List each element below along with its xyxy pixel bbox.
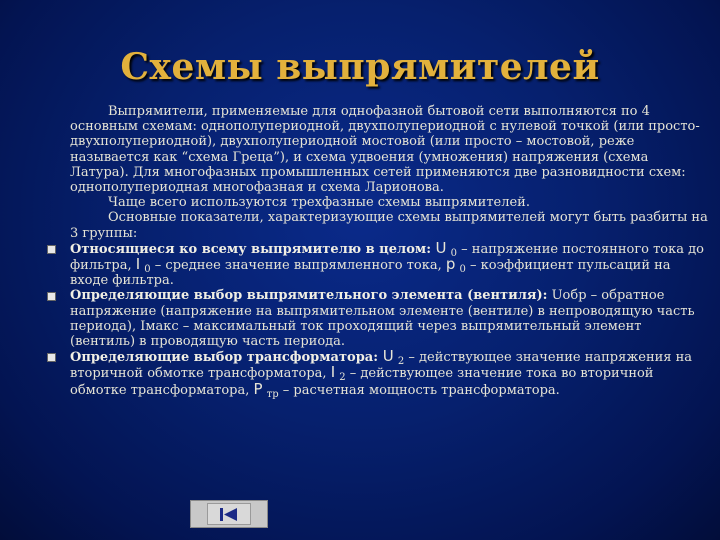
navigation-bar — [190, 500, 268, 528]
bullet-square-icon — [47, 292, 56, 301]
bullet-transformer: Определяющие выбор трансформатора: U $_2$ – действующее значение напряжения на вторичной обмотке трансформатора, I $_2$ – действующее значение тока во вторичной обмотке трансформатора, P $_{тр}$ – расчетная мощность трансформатора. — [70, 349, 710, 398]
paragraph-indicators: Основные показатели, характеризующие схемы выпрямителей могут быть разбиты на 3 группы: — [70, 210, 708, 241]
intro-paragraph: Выпрямители, применяемые для однофазной бытовой сети выполняются по 4 основным схемам: однополупериодной, двухполупериодной с нулевой точкой (или просто-двухполупериодной), двухполупериодной мостовой (или просто – мостовой, реже называется как “схема Греца”), и схема удвоения (умножения) напряжения (схема Латура). Для многофазных промышленных сетей применяются две разновидности схем: однополупериодная многофазная и схема Ларионова. — [70, 104, 700, 196]
bullet-rectifier-element: Определяющие выбор выпрямительного элемента (вентиля): Uобр – обратное напряжение (напряжение на выпрямительном элементе (вентиле) в непроводящую часть периода), Iмакс – максимальный ток проходящий через выпрямительный элемент (вентиль) в проводящую часть периода. — [70, 288, 710, 349]
skip-to-first-icon — [216, 507, 242, 522]
bullet-heading: Определяющие выбор выпрямительного элемента (вентиля): — [70, 288, 548, 304]
bullet-heading: Относящиеся ко всему выпрямителю в целом — [70, 241, 427, 257]
go-to-first-slide-button[interactable] — [207, 503, 251, 525]
bullet-heading: Определяющие выбор трансформатора: — [70, 350, 379, 366]
paragraph-three-phase: Чаще всего используются трехфазные схемы выпрямителей. — [108, 195, 530, 211]
bullet-rectifier-overall: Относящиеся ко всему выпрямителю в целом: U $_0$ – напряжение постоянного тока до фильтра, I $_0$ – среднее значение выпрямленного тока, p $_0$ – коэффициент пульсаций на входе фильтра. — [70, 241, 710, 289]
bullet-square-icon — [47, 353, 56, 362]
slide-title: Схемы выпрямителей — [120, 46, 600, 88]
bullet-square-icon — [47, 245, 56, 254]
slide-body — [70, 104, 710, 398]
